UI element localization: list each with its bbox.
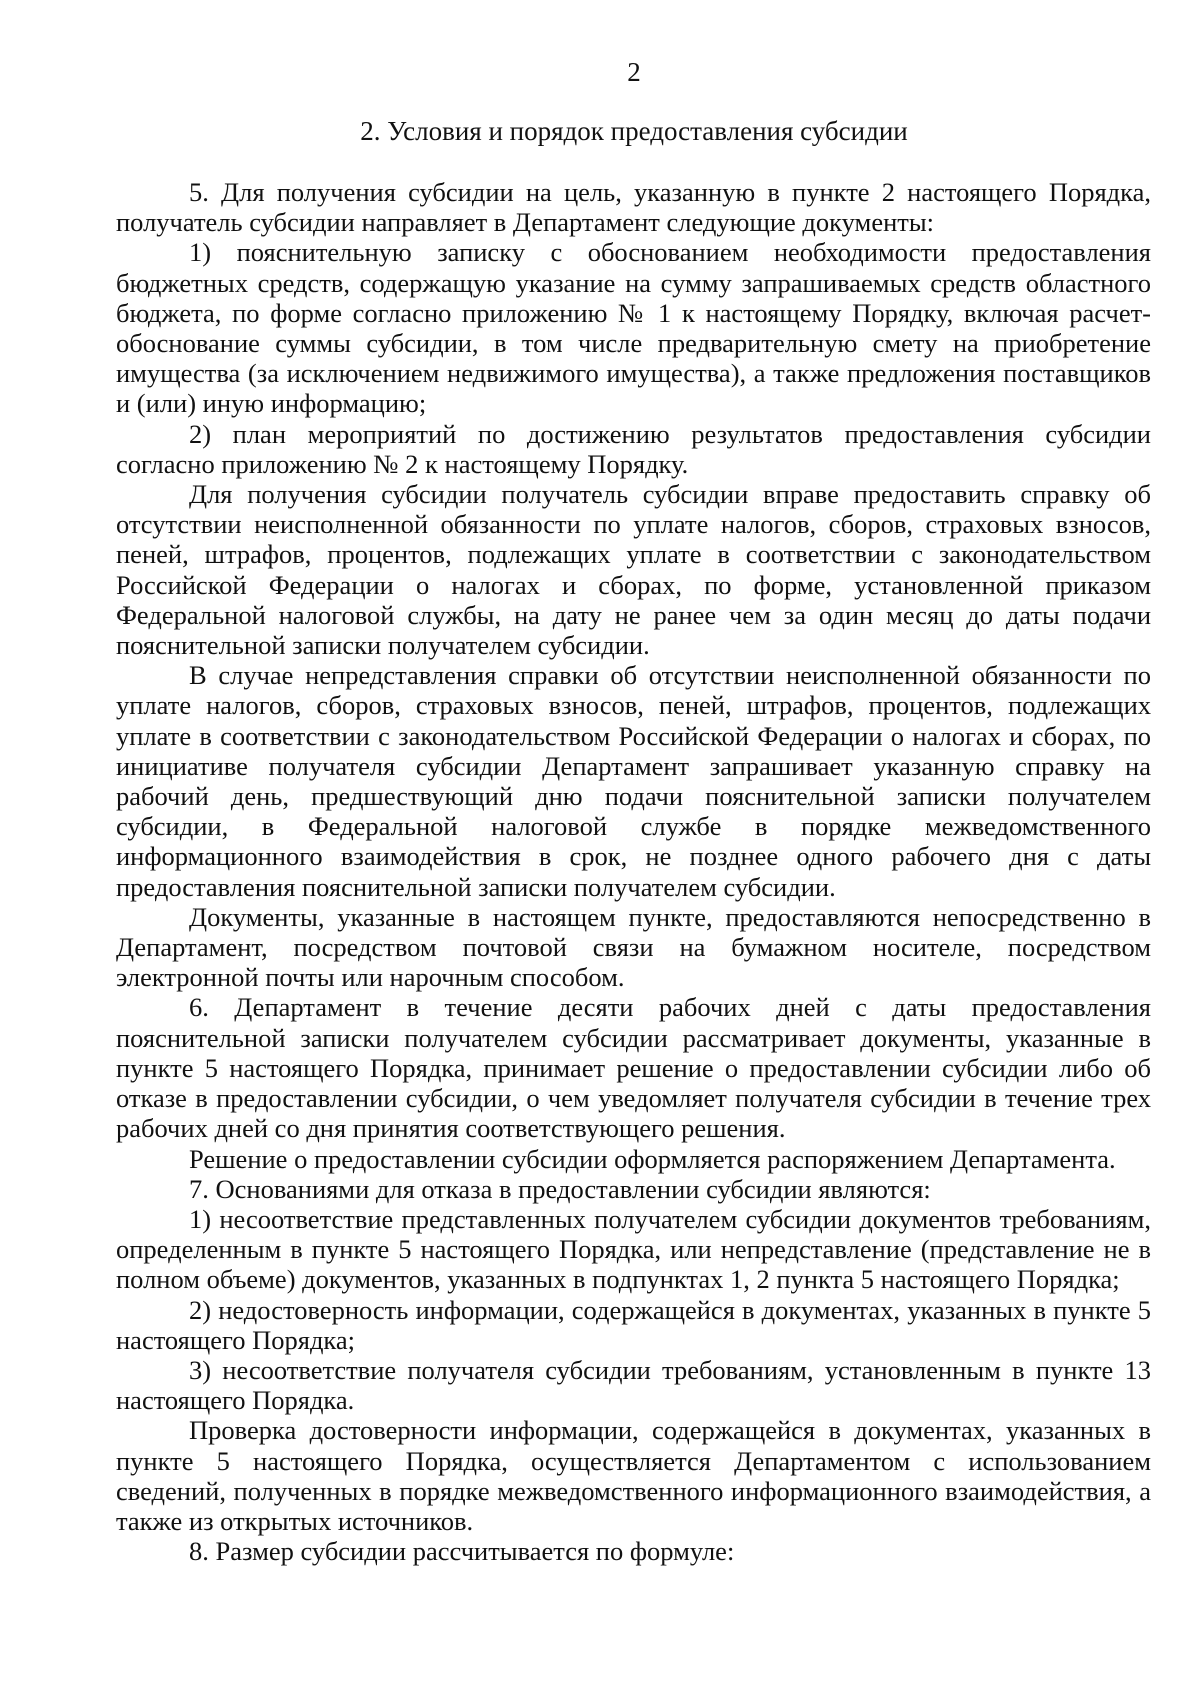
section-title: 2. Условия и порядок предоставления субсидии xyxy=(360,116,908,146)
paragraph: В случае непредставления справки об отсутствии неисполненной обязанности по уплате налогов, сборов, страховых взносов, пеней, штрафов, процентов, подлежащих уплате в соответствии с законодательством Российской Федерации о налогах и сборах, по инициативе получателя субсидии Департамент запрашивает указанную справку на рабочий день, предшествующий дню подачи пояснительной записки получателем субсидии, в Федеральной налоговой службе в порядке межведомственного информационного взаимодействия в срок, не позднее одного рабочего дня с даты предоставления пояснительной записки получателем субсидии. xyxy=(116,660,1151,902)
paragraph: 7. Основаниями для отказа в предоставлении субсидии являются: xyxy=(189,1173,931,1204)
paragraph: Документы, указанные в настоящем пункте, предоставляются непосредственно в Департамент, посредством почтовой связи на бумажном носителе, посредством электронной почты или нарочным способом. xyxy=(116,901,1151,993)
paragraph: 5. Для получения субсидии на цель, указанную в пункте 2 настоящего Порядка, получатель субсидии направляет в Департамент следующие документы: xyxy=(116,177,1151,238)
page-number: 2 xyxy=(627,57,641,87)
paragraph: Решение о предоставлении субсидии оформляется распоряжением Департамента. xyxy=(189,1143,1116,1174)
paragraph: 6. Департамент в течение десяти рабочих дней с даты предоставления пояснительной записки получателем субсидии рассматривает документы, указанные в пункте 5 настоящего Порядка, принимает решение о предоставлении субсидии либо об отказе в предоставлении субсидии, о чем уведомляет получателя субсидии в течение трех рабочих дней со дня принятия соответствующего решения. xyxy=(116,992,1151,1144)
paragraph: 2) недостоверность информации, содержащейся в документах, указанных в пункте 5 настоящего Порядка; xyxy=(116,1294,1151,1355)
paragraph: 1) несоответствие представленных получателем субсидии документов требованиям, определенным в пункте 5 настоящего Порядка, или непредставление (представление не в полном объеме) документов, указанных в подпунктах 1, 2 пункта 5 настоящего Порядка; xyxy=(116,1203,1151,1295)
paragraph: Для получения субсидии получатель субсидии вправе предоставить справку об отсутствии неисполненной обязанности по уплате налогов, сборов, страховых взносов, пеней, штрафов, процентов, подлежащих уплате в соответствии с законодательством Российской Федерации о налогах и сборах, по форме, установленной приказом Федеральной налоговой службы, на дату не ранее чем за один месяц до даты подачи пояснительной записки получателем субсидии. xyxy=(116,479,1151,661)
paragraph: Проверка достоверности информации, содержащейся в документах, указанных в пункте 5 настоящего Порядка, осуществляется Департаментом с использованием сведений, полученных в порядке межведомственного информационного взаимодействия, а также из открытых источников. xyxy=(116,1415,1151,1536)
paragraph: 2) план мероприятий по достижению результатов предоставления субсидии согласно приложению № 2 к настоящему Порядку. xyxy=(116,418,1151,479)
paragraph: 8. Размер субсидии рассчитывается по формуле: xyxy=(189,1536,735,1567)
paragraph: 1) пояснительную записку с обоснованием необходимости предоставления бюджетных средств, содержащую указание на сумму запрашиваемых средств областного бюджета, по форме согласно приложению № 1 к настоящему Порядку, включая расчет-обоснование суммы субсидии, в том числе предварительную смету на приобретение имущества (за исключением недвижимого имущества), а также предложения поставщиков и (или) иную информацию; xyxy=(116,237,1151,419)
document-body xyxy=(116,177,1151,1566)
paragraph: 3) несоответствие получателя субсидии требованиям, установленным в пункте 13 настоящего Порядка. xyxy=(116,1354,1151,1416)
